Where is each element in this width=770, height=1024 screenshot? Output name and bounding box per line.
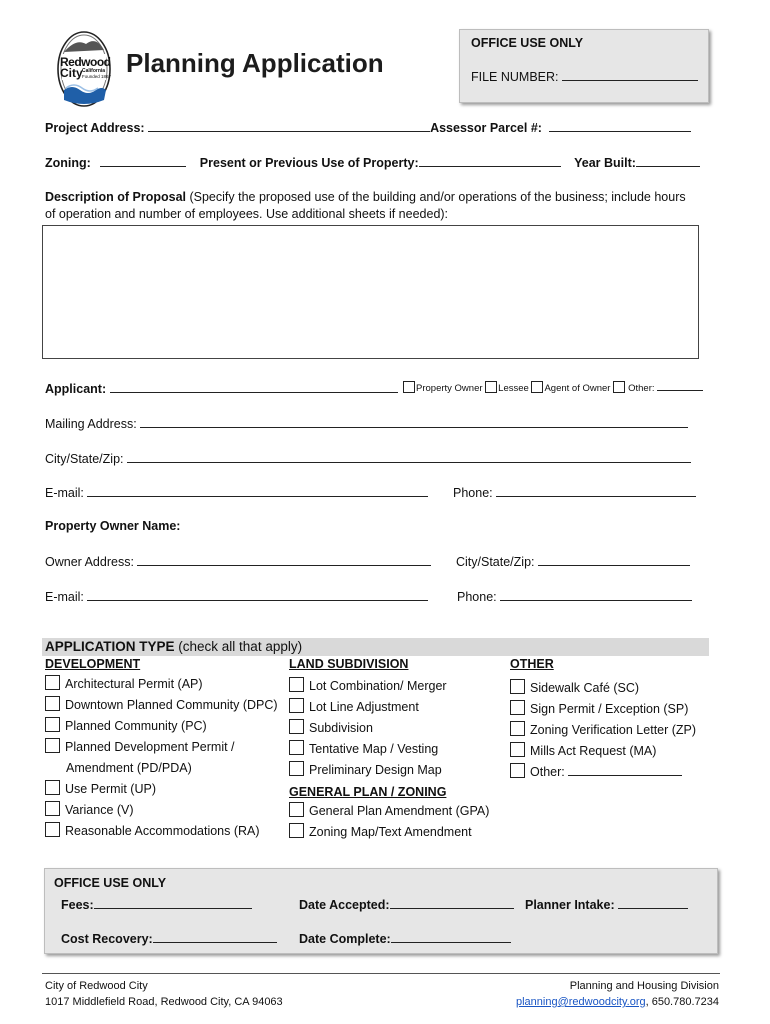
footer-phone: , 650.780.7234 [645,996,719,1008]
planner-intake-field[interactable] [618,896,688,909]
dev-dpc-label: Downtown Planned Community (DPC) [65,698,278,712]
dev-pd-continuation-label: Amendment (PD/PDA) [66,761,192,775]
description-textarea[interactable] [42,225,699,359]
development-heading: DEVELOPMENT [45,657,141,671]
dev-dpc-checkbox[interactable] [45,696,60,711]
other-item-ma[interactable] [510,741,696,762]
role-lessee-checkbox[interactable] [485,381,497,393]
owner-address-field[interactable] [137,553,431,566]
dev-up-checkbox[interactable] [45,780,60,795]
dev-ap-label: Architectural Permit (AP) [65,677,203,691]
dev-item-ra[interactable] [45,821,278,842]
application-type-sub: (check all that apply) [178,639,303,654]
dev-item-pc[interactable] [45,716,278,737]
dev-item-v[interactable] [45,800,278,821]
file-number-row [471,68,698,84]
city-logo [56,30,112,108]
mailing-address-field[interactable] [140,415,688,428]
role-owner-label: Property Owner [416,383,483,394]
dev-item-pd[interactable] [45,737,278,758]
footer-city: City of Redwood City [45,980,148,992]
previous-use-label: Present or Previous Use of Property: [199,156,419,170]
page-title: Planning Application [126,48,384,78]
date-accepted-row [299,896,514,912]
dev-pd-checkbox[interactable] [45,738,60,753]
zoning-field[interactable] [100,154,186,167]
land-preliminary-label: Preliminary Design Map [309,763,442,777]
fees-row [61,896,252,912]
office-use-box-top [459,29,709,103]
owner-phone-row [457,588,692,604]
land-subdivision-column [289,657,489,843]
applicant-phone-row [453,484,696,500]
logo-text-city: City [60,66,83,80]
land-merger-checkbox[interactable] [289,677,304,692]
application-type-header [42,638,709,656]
dev-v-checkbox[interactable] [45,801,60,816]
other-item-other[interactable] [510,762,696,783]
footer-email-link[interactable]: planning@redwoodcity.org [516,996,646,1008]
owner-address-row [45,553,431,569]
dev-ra-checkbox[interactable] [45,822,60,837]
owner-email-row [45,588,428,604]
file-number-field[interactable] [562,68,698,81]
previous-use-field[interactable] [419,154,561,167]
other-zp-label: Zoning Verification Letter (ZP) [530,723,697,737]
zoning-row [45,154,700,170]
footer-division: Planning and Housing Division [569,980,719,992]
assessor-parcel-label: Assessor Parcel #: [430,121,542,135]
other-item-zp[interactable] [510,720,696,741]
applicant-roles [403,381,703,394]
date-accepted-label: Date Accepted: [299,898,390,912]
role-agent-label: Agent of Owner [544,383,611,394]
other-item-sp[interactable] [510,699,696,720]
project-address-label: Project Address: [45,121,145,135]
land-lla-checkbox[interactable] [289,698,304,713]
other-ma-checkbox[interactable] [510,742,525,757]
office-use-box-bottom [44,868,718,954]
applicant-email-field[interactable] [87,484,428,497]
dev-v-label: Variance (V) [65,803,134,817]
owner-email-field[interactable] [87,588,428,601]
general-plan-heading: GENERAL PLAN / ZONING [289,785,447,799]
cost-recovery-field[interactable] [153,930,277,943]
mailing-address-row [45,415,688,431]
land-subdivision-label: Subdivision [309,721,373,735]
other-heading: OTHER [510,657,554,671]
general-gpa-label: General Plan Amendment (GPA) [309,804,490,818]
applicant-email-label: E-mail: [45,486,84,500]
applicant-email-row [45,484,428,500]
footer-divider [42,973,720,974]
applicant-city-label: City/State/Zip: [45,452,124,466]
role-agent-checkbox[interactable] [531,381,543,393]
owner-phone-label: Phone: [457,590,497,604]
footer-left [45,978,283,1010]
dev-item-ap[interactable] [45,674,278,695]
applicant-row [45,380,398,396]
land-item-lla[interactable] [289,697,489,718]
other-sp-label: Sign Permit / Exception (SP) [530,702,689,716]
applicant-field[interactable] [110,380,398,393]
dev-pc-label: Planned Community (PC) [65,719,207,733]
general-item-gpa[interactable] [289,801,489,822]
other-sc-label: Sidewalk Café (SC) [530,681,640,695]
general-gpa-checkbox[interactable] [289,802,304,817]
land-tentative-checkbox[interactable] [289,740,304,755]
other-zp-checkbox[interactable] [510,721,525,736]
assessor-parcel-field[interactable] [549,119,691,132]
office-use-bottom-heading: OFFICE USE ONLY [54,876,167,890]
cost-recovery-row [61,930,277,946]
land-item-merger[interactable] [289,676,489,697]
land-item-preliminary[interactable] [289,760,489,781]
footer-contact [516,994,719,1010]
dev-item-dpc[interactable] [45,695,278,716]
owner-phone-field[interactable] [500,588,692,601]
land-tentative-label: Tentative Map / Vesting [309,742,439,756]
dev-item-pd-continuation [45,758,278,779]
logo-text-california: California [82,68,106,74]
general-item-zoning[interactable] [289,822,489,843]
role-other-field[interactable] [657,381,703,391]
office-use-heading: OFFICE USE ONLY [471,36,584,50]
land-subdivision-heading: LAND SUBDIVISION [289,657,409,671]
applicant-label: Applicant: [45,382,107,396]
planner-intake-label: Planner Intake: [525,898,615,912]
planner-intake-row [525,896,688,912]
dev-up-label: Use Permit (UP) [65,782,156,796]
description-heading: Description of Proposal [45,190,186,204]
zoning-label: Zoning: [45,156,91,170]
footer-address: 1017 Middlefield Road, Redwood City, CA 94063 [45,996,283,1008]
mailing-address-label: Mailing Address: [45,417,137,431]
dev-item-up[interactable] [45,779,278,800]
role-other-checkbox[interactable] [613,381,625,393]
applicant-phone-field[interactable] [496,484,696,497]
other-other-label: Other: [530,765,565,779]
other-sc-checkbox[interactable] [510,679,525,694]
fees-label: Fees: [61,898,94,912]
applicant-city-field[interactable] [127,450,691,463]
land-lla-label: Lot Line Adjustment [309,700,419,714]
owner-city-label: City/State/Zip: [456,555,535,569]
applicant-phone-label: Phone: [453,486,493,500]
other-item-sc[interactable] [510,678,696,699]
general-zoning-checkbox[interactable] [289,823,304,838]
logo-text-redwood: Redwood [60,55,111,69]
fees-field[interactable] [94,896,252,909]
role-owner-checkbox[interactable] [403,381,415,393]
land-item-subdivision[interactable] [289,718,489,739]
footer-right [516,978,719,1010]
owner-city-field[interactable] [538,553,690,566]
application-type-heading: APPLICATION TYPE [45,639,175,654]
date-accepted-field[interactable] [390,896,514,909]
description-text-line2: of operation and number of employees. Use additional sheets if needed): [45,207,449,221]
role-lessee-label: Lessee [498,383,529,394]
other-sp-checkbox[interactable] [510,700,525,715]
file-number-label: FILE NUMBER: [471,70,559,84]
other-other-checkbox[interactable] [510,763,525,778]
dev-ra-label: Reasonable Accommodations (RA) [65,824,260,838]
other-ma-label: Mills Act Request (MA) [530,744,657,758]
year-built-label: Year Built: [574,156,636,170]
other-column [510,657,696,783]
land-item-tentative[interactable] [289,739,489,760]
year-built-field[interactable] [636,154,700,167]
development-column [45,657,278,842]
logo-text-founded: Founded 1867 [82,74,112,79]
applicant-city-row [45,450,691,466]
owner-email-label: E-mail: [45,590,84,604]
description-text: (Specify the proposed use of the building and/or operations of the business; include hours [186,190,686,204]
owner-city-row [456,553,690,569]
project-address-row [45,119,691,135]
description-instructions [45,189,725,223]
land-merger-label: Lot Combination/ Merger [309,679,447,693]
role-other-label: Other: [628,383,655,394]
land-preliminary-checkbox[interactable] [289,761,304,776]
other-other-field[interactable] [568,763,682,776]
cost-recovery-label: Cost Recovery: [61,932,153,946]
dev-ap-checkbox[interactable] [45,675,60,690]
project-address-field[interactable] [148,119,430,132]
owner-address-label: Owner Address: [45,555,134,569]
date-complete-row: Date Complete: [299,930,511,946]
dev-pc-checkbox[interactable] [45,717,60,732]
general-zoning-label: Zoning Map/Text Amendment [309,825,472,839]
date-complete-field[interactable] [391,930,511,943]
dev-pd-label: Planned Development Permit / [65,740,235,754]
owner-name-label: Property Owner Name: [45,519,181,533]
date-complete-label: Date Complete [299,932,387,946]
land-subdivision-checkbox[interactable] [289,719,304,734]
